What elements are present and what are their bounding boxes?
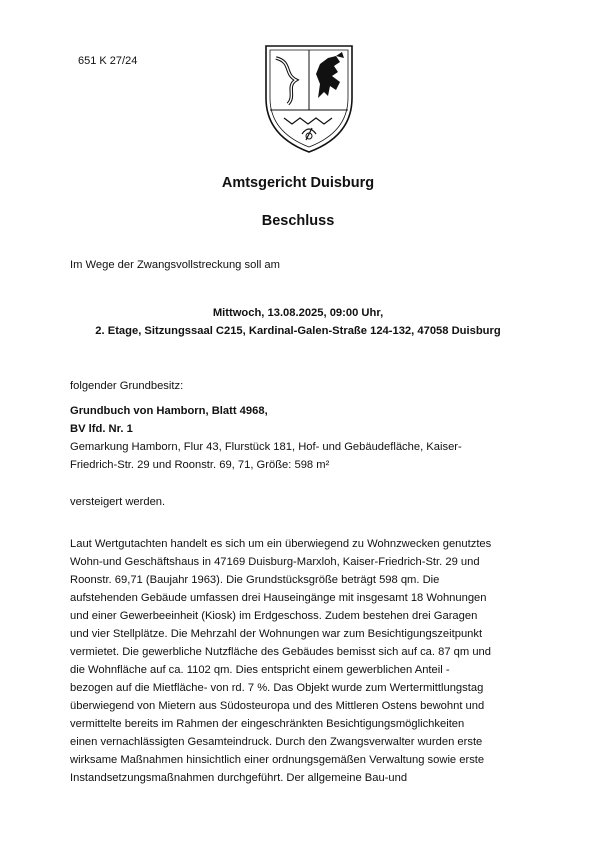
register-item: BV lfd. Nr. 1 [70, 423, 133, 435]
nrw-coat-of-arms-icon [262, 40, 356, 156]
paragraph-line: Laut Wertgutachten handelt es sich um ein überwiegend zu Wohnzwecken genutztes [70, 538, 492, 550]
paragraph-line: wirksame Maßnahmen hinsichtlich einer ordnungsgemäßen Verwaltung sowie erste [70, 754, 485, 766]
intro-text: Im Wege der Zwangsvollstreckung soll am [70, 259, 280, 271]
property-description-line: Gemarkung Hamborn, Flur 43, Flurstück 181, Hof- und Gebäudefläche, Kaiser- [70, 441, 462, 453]
appointment-date: Mittwoch, 13.08.2025, 09:00 Uhr, [212, 307, 384, 319]
paragraph-line: Wohn-und Geschäftshaus in 47169 Duisburg-Marxloh, Kaiser-Friedrich-Str. 29 und [70, 556, 480, 568]
paragraph-line: vermittelte bereits im Rahmen der eingeschränkten Besichtigungsmöglichkeiten [70, 718, 465, 730]
paragraph-line: einen vernachlässigten Gesamteindruck. Durch den Zwangsverwalter wurden erste [70, 736, 483, 748]
paragraph-line: überwiegend von Mietern aus Südosteuropa und des Mittleren Ostens bewohnt und [70, 700, 485, 712]
appointment-location: 2. Etage, Sitzungssaal C215, Kardinal-Galen-Straße 124-132, 47058 Duisburg [95, 325, 501, 337]
closing-text: versteigert werden. [70, 496, 166, 508]
land-register: Grundbuch von Hamborn, Blatt 4968, [70, 405, 268, 417]
case-reference: 651 K 27/24 [78, 55, 138, 67]
paragraph-line: bezogen auf die Mietfläche- von rd. 7 %. Das Objekt wurde zum Wertermittlungstag [70, 682, 484, 694]
paragraph-line: aufstehenden Gebäude umfassen drei Hauseingänge mit insgesamt 18 Wohnungen [70, 592, 487, 604]
document-type: Beschluss [261, 213, 335, 229]
court-name: Amtsgericht Duisburg [221, 175, 375, 191]
paragraph-line: und einer Gewerbeeinheit (Kiosk) im Erdgeschoss. Zudem bestehen drei Garagen [70, 610, 478, 622]
paragraph-line: Instandsetzungsmaßnahmen durchgeführt. Der allgemeine Bau-und [70, 772, 408, 784]
paragraph-line: vermietet. Die gewerbliche Nutzfläche des Gebäudes bemisst sich auf ca. 87 qm und [70, 646, 491, 658]
paragraph-line: und vier Stellplätze. Die Mehrzahl der Wohnungen war zum Besichtigungszeitpunkt [70, 628, 483, 640]
property-lead: folgender Grundbesitz: [70, 380, 184, 392]
paragraph-line: die Wohnfläche auf ca. 1102 qm. Dies entspricht einem gewerblichen Anteil - [70, 664, 450, 676]
valuation-paragraph [70, 535, 540, 787]
paragraph-line: Roonstr. 69,71 (Baujahr 1963). Die Grundstücksgröße beträgt 598 qm. Die [70, 574, 440, 586]
property-description-line: Friedrich-Str. 29 und Roonstr. 69, 71, Größe: 598 m² [70, 459, 330, 471]
